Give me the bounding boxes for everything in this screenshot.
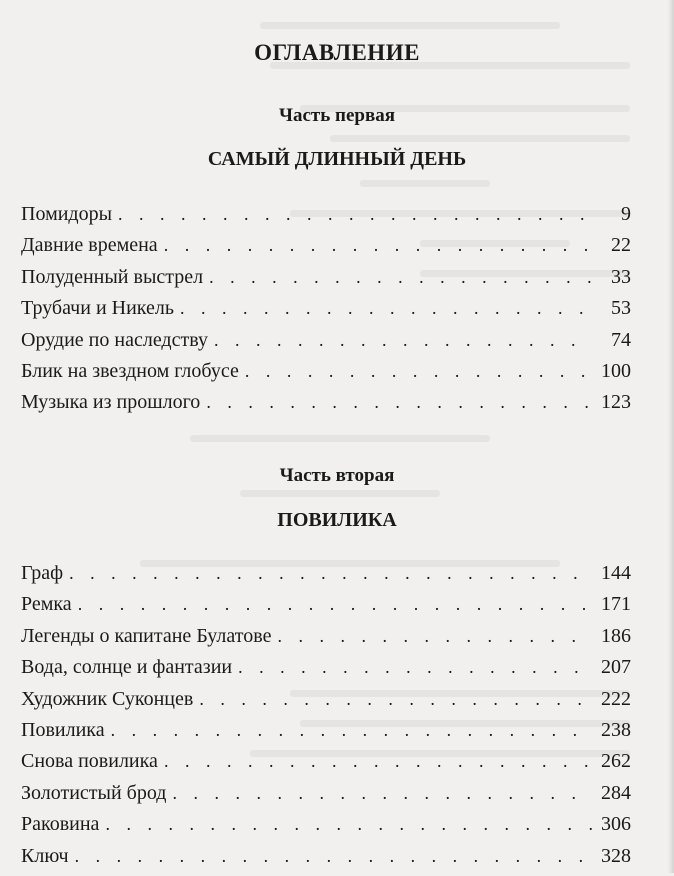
toc-entry[interactable]	[21, 782, 631, 813]
part-one-title: САМЫЙ ДЛИННЫЙ ДЕНЬ	[207, 148, 467, 170]
toc-entry[interactable]	[21, 813, 631, 844]
toc-entry[interactable]	[21, 266, 631, 297]
leader-dots	[180, 298, 593, 319]
toc-entry-title: Золотистый брод	[21, 781, 167, 804]
toc-entry[interactable]	[21, 688, 631, 719]
toc-entry-page: 238	[601, 718, 631, 741]
toc-entry-page: 100	[601, 359, 631, 382]
leader-dots	[118, 204, 593, 225]
toc-entry[interactable]	[21, 234, 631, 265]
leader-dots	[206, 392, 593, 413]
toc-entry-page: 262	[601, 750, 631, 773]
toc-entry-title: Блик на звездном глобусе	[21, 359, 239, 382]
toc-entry-title: Граф	[21, 562, 64, 584]
toc-entry-title: Ремка	[21, 593, 72, 616]
page-edge-shadow	[668, 0, 674, 873]
leader-dots	[277, 626, 593, 647]
leader-dots	[164, 235, 593, 256]
toc-entry-page: 207	[601, 656, 631, 679]
leader-dots	[172, 783, 593, 804]
leader-dots	[69, 563, 593, 584]
toc-entry-title: Снова повилика	[21, 750, 158, 773]
toc-entry[interactable]	[21, 562, 631, 593]
toc-entry-title: Повилика	[21, 718, 105, 741]
part-two-label: Часть вторая	[279, 465, 395, 486]
leader-dots	[214, 330, 593, 351]
leader-dots	[245, 361, 593, 382]
part-two-toc-list	[21, 562, 631, 876]
page-title: ОГЛАВЛЕНИЕ	[254, 40, 420, 65]
toc-entry-page: 284	[601, 781, 631, 804]
toc-entry[interactable]	[21, 360, 631, 391]
toc-entry[interactable]	[21, 845, 631, 876]
toc-entry-title: Вода, солнце и фантазии	[21, 656, 233, 679]
toc-entry-page: 171	[601, 593, 631, 616]
toc-entry[interactable]	[21, 656, 631, 687]
toc-entry-title: Художник Суконцев	[21, 687, 194, 710]
toc-entry-title: Музыка из прошлого	[21, 391, 201, 414]
toc-entry-title: Раковина	[21, 813, 100, 836]
leader-dots	[111, 720, 593, 741]
leader-dots	[209, 267, 593, 288]
toc-entry-title: Помидоры	[21, 203, 113, 225]
toc-entry[interactable]	[21, 719, 631, 750]
toc-entry[interactable]	[21, 203, 631, 234]
toc-entry[interactable]	[21, 593, 631, 624]
toc-entry-page: 186	[601, 624, 631, 647]
part-one-toc-list	[21, 203, 631, 423]
leader-dots	[164, 751, 593, 772]
part-two-title: ПОВИЛИКА	[277, 509, 397, 531]
toc-entry-title: Орудие по наследству	[21, 328, 208, 351]
toc-entry-title: Трубачи и Никель	[21, 297, 174, 320]
leader-dots	[75, 846, 593, 867]
toc-entry-title: Ключ	[21, 844, 69, 867]
toc-entry-page: 123	[601, 391, 631, 414]
toc-entry[interactable]	[21, 750, 631, 781]
toc-entry[interactable]	[21, 329, 631, 360]
toc-entry-page: 53	[611, 297, 631, 320]
leader-dots	[199, 689, 593, 710]
toc-entry-title: Легенды о капитане Булатове	[21, 624, 272, 647]
toc-entry-page: 33	[611, 265, 631, 288]
toc-entry-page: 222	[601, 687, 631, 710]
toc-entry-page: 328	[601, 844, 631, 867]
toc-entry-title: Полуденный выстрел	[21, 265, 204, 288]
toc-entry-title: Давние времена	[21, 234, 158, 257]
toc-entry-page: 306	[601, 813, 631, 836]
toc-entry[interactable]	[21, 297, 631, 328]
leader-dots	[78, 594, 593, 615]
toc-entry-page: 144	[601, 562, 631, 584]
toc-entry[interactable]	[21, 625, 631, 656]
part-one-label: Часть первая	[279, 105, 395, 126]
toc-entry-page: 9	[621, 203, 631, 225]
toc-entry-page: 22	[611, 234, 631, 257]
toc-entry[interactable]	[21, 391, 631, 422]
toc-entry-page: 74	[611, 328, 631, 351]
leader-dots	[105, 814, 593, 835]
leader-dots	[238, 657, 593, 678]
